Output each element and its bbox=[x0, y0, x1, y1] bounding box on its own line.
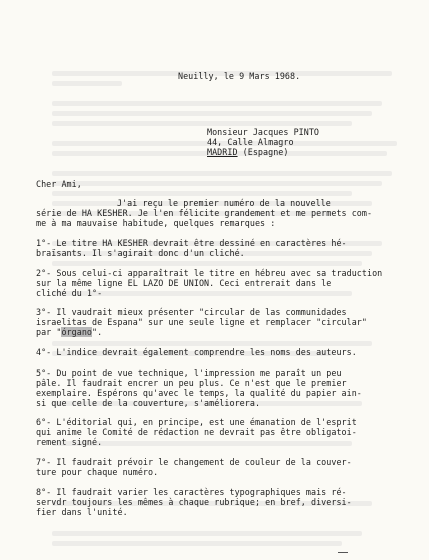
remark-8-line: servdr toujours les mêmes à chaque rubrique; en bref, diversi- bbox=[36, 497, 352, 507]
remark-7-line: 7°- Il faudrait prévoir le changement de couleur de la couver- bbox=[36, 457, 352, 467]
recipient-city-line bbox=[207, 147, 289, 157]
remark-8-line: 8°- Il faudrait varier les caractères typographiques mais ré- bbox=[36, 487, 347, 497]
remark-6-line: 6°- L'éditorial qui, en principe, est une émanation de l'esprit bbox=[36, 417, 357, 427]
show-through-line bbox=[52, 341, 372, 346]
remark-5-line: exemplaire. Espérons qu'avec le temps, la qualité du papier ain- bbox=[36, 388, 362, 398]
page-continuation-mark bbox=[338, 552, 348, 553]
intro-line: série de HA KESHER. Je l'en félicite grandement et me permets com- bbox=[36, 208, 373, 218]
remark-4-line: 4°- L'indice devrait également comprendre les noms des auteurs. bbox=[36, 347, 357, 357]
show-through-line bbox=[52, 181, 382, 186]
remark-6-line: qui anime le Comité de rédaction ne devrait pas être obligatoi- bbox=[36, 427, 357, 437]
salutation: Cher Ami, bbox=[36, 179, 82, 189]
remark-1-line: braïsants. Il s'agirait donc d'un cliché. bbox=[36, 248, 245, 258]
remark-5-line: pâle. Il faudrait encrer un peu plus. Ce n'est que le premier bbox=[36, 378, 347, 388]
show-through-line bbox=[52, 261, 362, 266]
remark-2-line: 2°- Sous celui-ci apparaîtrait le titre en hébreu avec sa traduction bbox=[36, 268, 383, 278]
remark-3-line: israelitas de Espana" sur une seule ligne et remplacer "circular" bbox=[36, 317, 367, 327]
remark-2-line: cliché du 1°- bbox=[36, 288, 103, 298]
show-through-line bbox=[52, 191, 352, 196]
intro-line: me à ma mauvaise habitude, quelques remarques : bbox=[36, 218, 276, 228]
remark-3-prefix: par " bbox=[36, 327, 62, 337]
recipient-name: Monsieur Jacques PINTO bbox=[207, 127, 320, 137]
show-through-line bbox=[52, 81, 122, 86]
show-through-line bbox=[52, 101, 382, 106]
remark-2-line: sur la même ligne EL LAZO DE UNION. Ceci entrerait dans le bbox=[36, 278, 332, 288]
show-through-line bbox=[52, 111, 372, 116]
smudged-word: órgano bbox=[61, 327, 93, 337]
remark-7-line: ture pour chaque numéro. bbox=[36, 467, 159, 477]
remark-3-suffix: ". bbox=[92, 327, 103, 337]
remark-3-line bbox=[36, 327, 102, 337]
show-through-line bbox=[52, 531, 362, 536]
remark-1-line: 1°- Le titre HA KESHER devrait être dessiné en caractères hé- bbox=[36, 238, 347, 248]
remark-8-line: fier dans l'unité. bbox=[36, 507, 128, 517]
intro-line: J'ai reçu le premier numéro de la nouvelle bbox=[117, 198, 331, 208]
remark-3-line: 3°- Il vaudrait mieux présenter "circular de las communidades bbox=[36, 307, 347, 317]
recipient-country: (Espagne) bbox=[242, 147, 289, 157]
remark-5-line: si que celle de la couverture, s'améliorera. bbox=[36, 398, 261, 408]
show-through-line bbox=[52, 541, 342, 546]
remark-6-line: rement signé. bbox=[36, 437, 103, 447]
show-through-line bbox=[52, 171, 392, 176]
dateline: Neuilly, le 9 Mars 1968. bbox=[178, 71, 301, 81]
remark-5-line: 5°- Du point de vue technique, l'impression me paraît un peu bbox=[36, 368, 342, 378]
recipient-street: 44, Calle Almagro bbox=[207, 137, 294, 147]
recipient-city: MADRID bbox=[207, 147, 238, 157]
show-through-line bbox=[52, 121, 352, 126]
